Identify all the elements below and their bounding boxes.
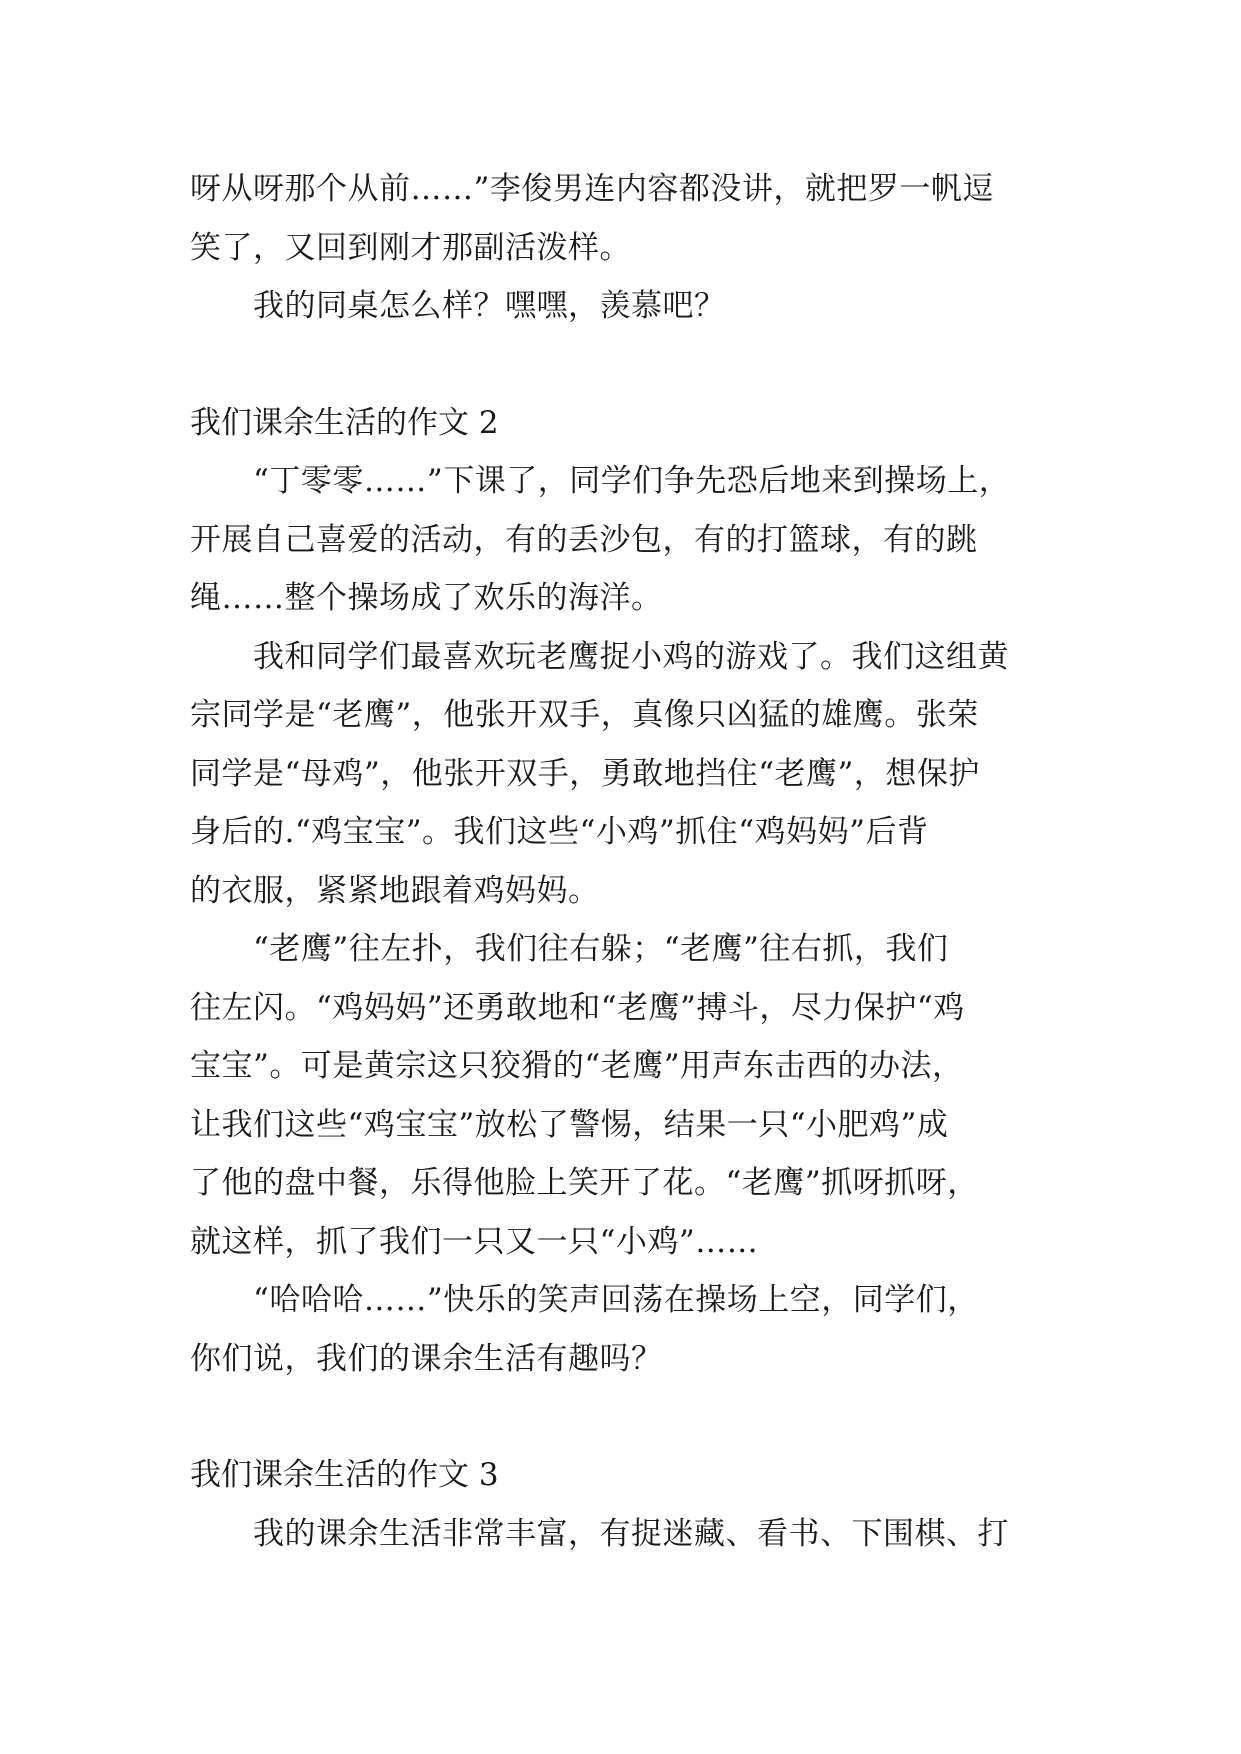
paragraph-line: “丁零零……”下课了，同学们争先恐后地来到操场上， — [253, 463, 1011, 499]
paragraph-line: 往左闪。“鸡妈妈”还勇敢地和“老鹰”搏斗，尽力保护“鸡 — [190, 989, 965, 1026]
paragraph-line: 宗同学是“老鹰”，他张开双手，真像只凶猛的雄鹰。张荣 — [190, 697, 979, 733]
section-title: 我们课余生活的作文 2 — [190, 404, 499, 441]
paragraph-line: 的衣服，紧紧地跟着鸡妈妈。 — [190, 872, 600, 909]
paragraph-line: 身后的.“鸡宝宝”。我们这些“小鸡”抓住“鸡妈妈”后背 — [190, 814, 929, 850]
paragraph-line: 宝宝”。可是黄宗这只狡猾的“老鹰”用声东击西的办法， — [190, 1048, 964, 1084]
paragraph-line: 了他的盘中餐，乐得他脸上笑开了花。“老鹰”抓呀抓呀， — [190, 1165, 979, 1201]
paragraph-line: 我和同学们最喜欢玩老鹰捉小鸡的游戏了。我们这组黄 — [253, 638, 1009, 675]
paragraph-line: 绳……整个操场成了欢乐的海洋。 — [190, 580, 663, 616]
section-spacer — [190, 1388, 1050, 1446]
paragraph-line: 就这样，抓了我们一只又一只“小鸡”…… — [190, 1223, 759, 1260]
paragraph-line: 我的同桌怎么样？嘿嘿，羡慕吧？ — [253, 288, 726, 324]
document-body — [190, 160, 1050, 1563]
paragraph-line: 我的课余生活非常丰富，有捉迷藏、看书、下围棋、打 — [253, 1515, 1009, 1552]
paragraph-line: 让我们这些“鸡宝宝”放松了警惕，结果一只“小肥鸡”成 — [190, 1106, 949, 1143]
paragraph-line: 笑了，又回到刚才那副活泼样。 — [190, 229, 631, 266]
paragraph-line: 你们说，我们的课余生活有趣吗？ — [190, 1340, 663, 1377]
section-title: 我们课余生活的作文 3 — [190, 1457, 499, 1493]
paragraph-line: 同学是“母鸡”，他张开双手，勇敢地挡住“老鹰”，想保护 — [190, 755, 980, 792]
paragraph-line: “哈哈哈……”快乐的笑声回荡在操场上空，同学们， — [253, 1282, 979, 1318]
paragraph-line: 呀从呀那个从前……”李俊男连内容都没讲，就把罗一帆逗 — [190, 171, 994, 207]
paragraph-line: “老鹰”往左扑，我们往右躲；“老鹰”往右抓，我们 — [253, 931, 949, 967]
section-spacer — [190, 336, 1050, 394]
paragraph-line: 开展自己喜爱的活动，有的丢沙包，有的打篮球，有的跳 — [190, 521, 978, 558]
